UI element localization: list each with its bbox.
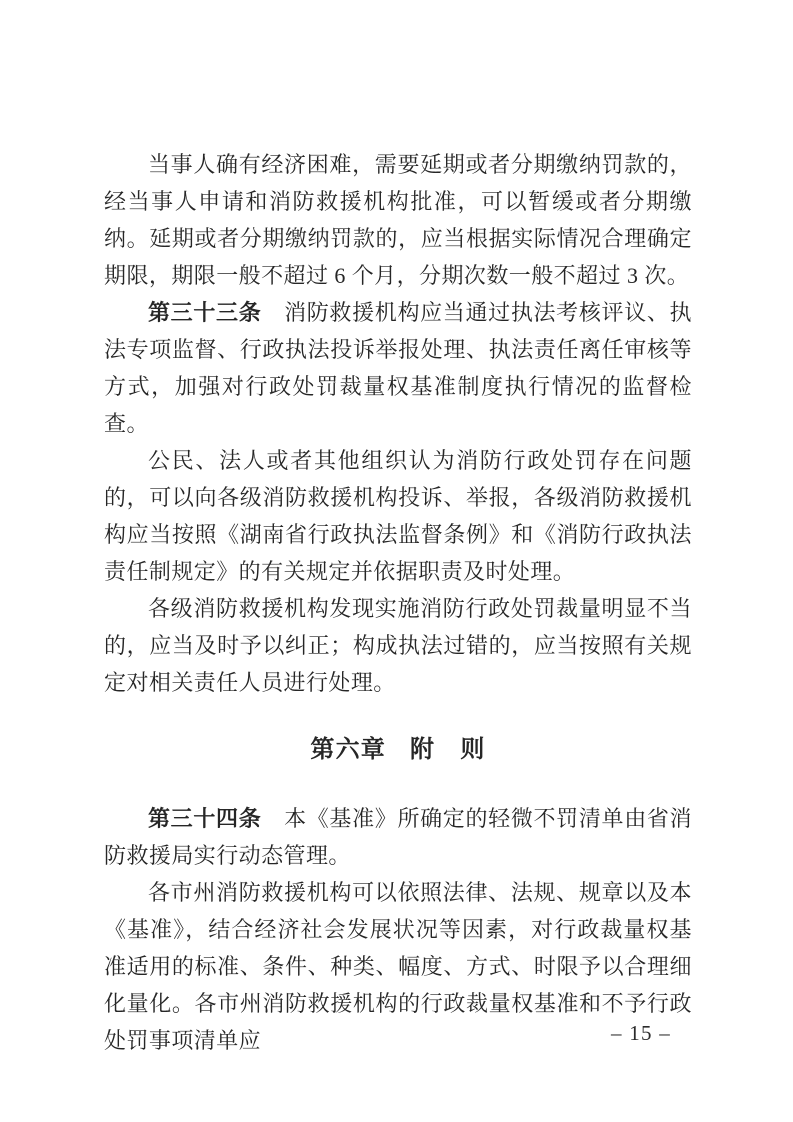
chapter-title: 附 则 (410, 736, 486, 763)
document-body (104, 146, 692, 1059)
paragraph-text: 当事人确有经济困难，需要延期或者分期缴纳罚款的，经当事人申请和消防救援机构批准，可以暂缓或者分期缴纳。延期或者分期缴纳罚款的，应当根据实际情况合理确定期限，期限一般不超过 6 个月，分期次数一般不超过 3 次。 (104, 152, 692, 288)
paragraph-text: 各市州消防救援机构可以依照法律、法规、规章以及本《基准》，结合经济社会发展状况等因素，对行政裁量权基准适用的标准、条件、种类、幅度、方式、时限予以合理细化量化。各市州消防救援机构的行政裁量权基准和不予行政处罚事项清单应 (104, 880, 692, 1053)
paragraph-article-33 (104, 294, 692, 442)
chapter-heading (104, 731, 692, 768)
chapter-number: 第六章 (310, 736, 386, 763)
paragraph-text: 各级消防救援机构发现实施消防行政处罚裁量明显不当的，应当及时予以纠正；构成执法过错的，应当按照有关规定对相关责任人员进行处理。 (104, 596, 692, 695)
paragraph (104, 590, 692, 701)
article-number: 第三十三条 (148, 300, 262, 325)
paragraph-text: 本《基准》所确定的轻微不罚清单由省消防救援局实行动态管理。 (104, 806, 692, 868)
paragraph (104, 146, 692, 294)
page-number: – 15 – (610, 1021, 671, 1045)
paragraph-text: 消防救援机构应当通过执法考核评议、执法专项监督、行政执法投诉举报处理、执法责任离任审核等方式，加强对行政处罚裁量权基准制度执行情况的监督检查。 (104, 300, 692, 436)
paragraph (104, 874, 692, 1059)
paragraph-text: 公民、法人或者其他组织认为消防行政处罚存在问题的，可以向各级消防救援机构投诉、举报，各级消防救援机构应当按照《湖南省行政执法监督条例》和《消防行政执法责任制规定》的有关规定并依据职责及时处理。 (104, 448, 692, 584)
paragraph (104, 442, 692, 590)
paragraph-article-34 (104, 800, 692, 874)
article-number: 第三十四条 (148, 806, 262, 831)
